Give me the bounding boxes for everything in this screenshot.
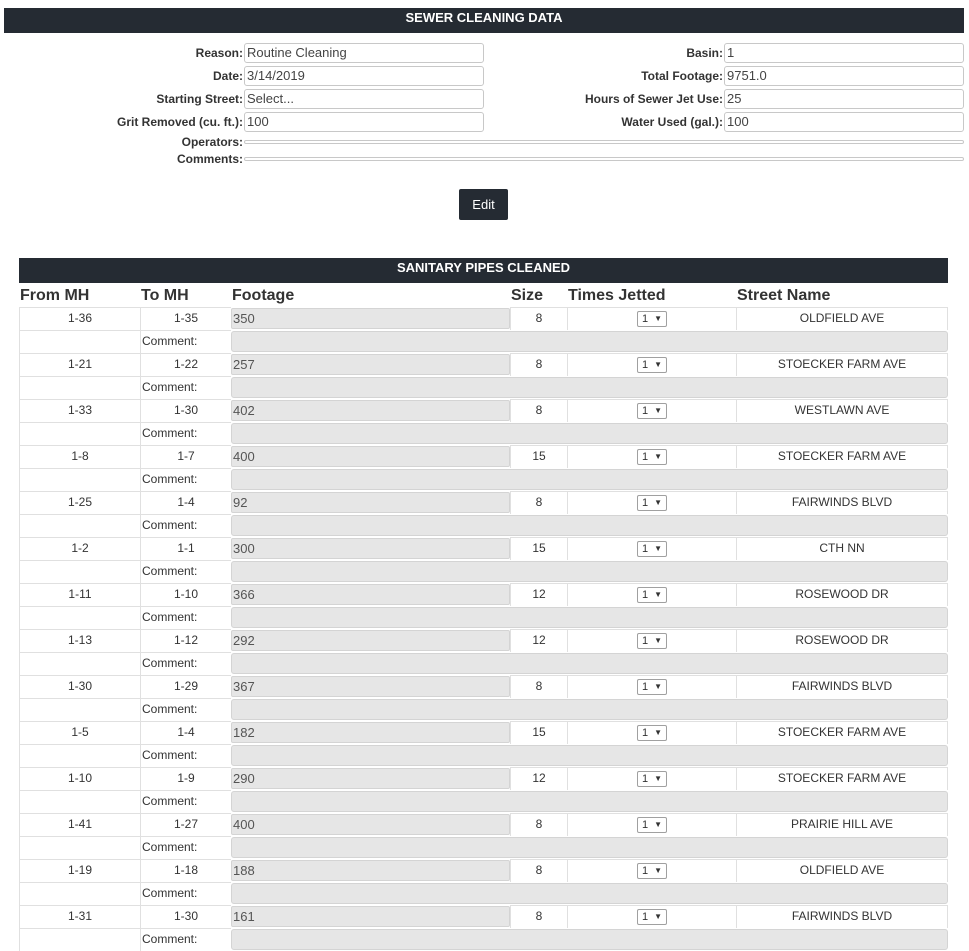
street-name-cell: CTH NN [736, 537, 948, 560]
water-used-label: Water Used (gal.): [621, 115, 723, 129]
street-name-cell: OLDFIELD AVE [736, 307, 948, 330]
size-cell: 15 [510, 537, 567, 560]
comment-label: Comment: [140, 468, 231, 491]
from-mh-cell: 1-25 [19, 491, 140, 514]
comment-label: Comment: [140, 652, 231, 675]
comment-spacer [19, 468, 140, 491]
sewer-jet-hours-label: Hours of Sewer Jet Use: [584, 92, 723, 106]
date-label: Date: [212, 69, 243, 83]
times-jetted-cell [567, 399, 736, 422]
times-jetted-cell [567, 629, 736, 652]
times-jetted-cell [567, 307, 736, 330]
pipe-comment-row [19, 744, 948, 767]
comment-spacer [19, 882, 140, 905]
comment-spacer [19, 514, 140, 537]
comment-label: Comment: [140, 928, 231, 951]
to-mh-cell: 1-9 [140, 767, 231, 790]
comment-spacer [19, 330, 140, 353]
times-jetted-cell [567, 537, 736, 560]
comment-field[interactable] [231, 515, 948, 536]
times-jetted-value: 1 [642, 588, 649, 601]
chevron-down-icon: ▼ [654, 543, 662, 553]
to-mh-cell: 1-12 [140, 629, 231, 652]
comment-field[interactable] [231, 837, 948, 858]
street-name-cell: STOECKER FARM AVE [736, 767, 948, 790]
size-cell: 8 [510, 491, 567, 514]
street-name-cell: WESTLAWN AVE [736, 399, 948, 422]
footage-field[interactable]: 366 [231, 584, 510, 605]
size-cell: 8 [510, 307, 567, 330]
water-used-field[interactable]: 100 [724, 112, 964, 132]
footage-field[interactable]: 161 [231, 906, 510, 927]
times-jetted-value: 1 [642, 910, 649, 923]
col-street-name: Street Name [737, 287, 831, 304]
footage-field[interactable]: 292 [231, 630, 510, 651]
sewer-cleaning-header: SEWER CLEANING DATA [4, 8, 964, 33]
times-jetted-value: 1 [642, 404, 649, 417]
times-jetted-value: 1 [642, 496, 649, 509]
footage-field[interactable]: 367 [231, 676, 510, 697]
pipe-comment-row [19, 560, 948, 583]
footage-field[interactable]: 400 [231, 446, 510, 467]
footage-field[interactable]: 257 [231, 354, 510, 375]
footage-field[interactable]: 92 [231, 492, 510, 513]
comment-spacer [19, 928, 140, 951]
to-mh-cell: 1-4 [140, 491, 231, 514]
times-jetted-select[interactable] [637, 587, 667, 603]
from-mh-cell: 1-30 [19, 675, 140, 698]
comment-label: Comment: [140, 882, 231, 905]
pipe-comment-row [19, 928, 948, 951]
comment-spacer [19, 606, 140, 629]
total-footage-field[interactable]: 9751.0 [724, 66, 964, 86]
comment-field[interactable] [231, 331, 948, 352]
pipe-comment-row [19, 376, 948, 399]
total-footage-label: Total Footage: [641, 69, 723, 83]
times-jetted-select[interactable] [637, 541, 667, 557]
street-name-cell: FAIRWINDS BLVD [736, 491, 948, 514]
times-jetted-value: 1 [642, 634, 649, 647]
comment-field[interactable] [231, 561, 948, 582]
pipe-comment-row [19, 698, 948, 721]
comment-field[interactable] [231, 699, 948, 720]
street-name-cell: STOECKER FARM AVE [736, 353, 948, 376]
comment-label: Comment: [140, 330, 231, 353]
from-mh-cell: 1-2 [19, 537, 140, 560]
starting-street-label: Starting Street: [156, 92, 243, 106]
times-jetted-value: 1 [642, 358, 649, 371]
pipe-row [19, 813, 948, 836]
comment-field[interactable] [231, 423, 948, 444]
footage-field[interactable]: 182 [231, 722, 510, 743]
times-jetted-select[interactable] [637, 633, 667, 649]
comment-field[interactable] [231, 791, 948, 812]
times-jetted-cell [567, 767, 736, 790]
footage-field[interactable]: 402 [231, 400, 510, 421]
chevron-down-icon: ▼ [654, 727, 662, 737]
col-to-mh: To MH [141, 287, 189, 304]
pipe-row [19, 445, 948, 468]
pipe-row [19, 353, 948, 376]
comment-label: Comment: [140, 606, 231, 629]
from-mh-cell: 1-19 [19, 859, 140, 882]
comment-spacer [19, 560, 140, 583]
chevron-down-icon: ▼ [654, 681, 662, 691]
col-times-jetted: Times Jetted [568, 287, 666, 304]
chevron-down-icon: ▼ [654, 773, 662, 783]
to-mh-cell: 1-30 [140, 905, 231, 928]
size-cell: 8 [510, 859, 567, 882]
to-mh-cell: 1-10 [140, 583, 231, 606]
chevron-down-icon: ▼ [654, 359, 662, 369]
sewer-jet-hours-field[interactable]: 25 [724, 89, 964, 109]
comment-label: Comment: [140, 560, 231, 583]
chevron-down-icon: ▼ [654, 589, 662, 599]
edit-button[interactable]: Edit [459, 189, 508, 220]
chevron-down-icon: ▼ [654, 911, 662, 921]
size-cell: 15 [510, 445, 567, 468]
from-mh-cell: 1-10 [19, 767, 140, 790]
size-cell: 8 [510, 675, 567, 698]
times-jetted-value: 1 [642, 818, 649, 831]
comment-field[interactable] [231, 377, 948, 398]
comment-label: Comment: [140, 744, 231, 767]
footage-field[interactable]: 300 [231, 538, 510, 559]
times-jetted-cell [567, 859, 736, 882]
from-mh-cell: 1-33 [19, 399, 140, 422]
pipe-row [19, 491, 948, 514]
times-jetted-cell [567, 445, 736, 468]
size-cell: 12 [510, 767, 567, 790]
pipe-row [19, 399, 948, 422]
times-jetted-value: 1 [642, 864, 649, 877]
basin-label: Basin: [686, 46, 723, 60]
to-mh-cell: 1-30 [140, 399, 231, 422]
times-jetted-cell [567, 675, 736, 698]
comment-field[interactable] [231, 745, 948, 766]
street-name-cell: FAIRWINDS BLVD [736, 675, 948, 698]
from-mh-cell: 1-41 [19, 813, 140, 836]
pipe-comment-row [19, 882, 948, 905]
times-jetted-value: 1 [642, 450, 649, 463]
basin-field[interactable]: 1 [724, 43, 964, 63]
from-mh-cell: 1-11 [19, 583, 140, 606]
times-jetted-select[interactable] [637, 863, 667, 879]
comments-label: Comments: [176, 152, 243, 166]
times-jetted-cell [567, 813, 736, 836]
pipe-comment-row [19, 468, 948, 491]
size-cell: 12 [510, 629, 567, 652]
times-jetted-cell [567, 583, 736, 606]
to-mh-cell: 1-18 [140, 859, 231, 882]
times-jetted-cell [567, 721, 736, 744]
comment-field[interactable] [231, 653, 948, 674]
street-name-cell: STOECKER FARM AVE [736, 721, 948, 744]
pipe-comment-row [19, 422, 948, 445]
comment-spacer [19, 836, 140, 859]
street-name-cell: FAIRWINDS BLVD [736, 905, 948, 928]
from-mh-cell: 1-5 [19, 721, 140, 744]
to-mh-cell: 1-29 [140, 675, 231, 698]
comment-spacer [19, 744, 140, 767]
pipe-row [19, 537, 948, 560]
comment-spacer [19, 422, 140, 445]
times-jetted-value: 1 [642, 680, 649, 693]
street-name-cell: ROSEWOOD DR [736, 629, 948, 652]
times-jetted-select[interactable] [637, 679, 667, 695]
comments-field[interactable] [244, 157, 964, 161]
times-jetted-select[interactable] [637, 357, 667, 373]
comment-spacer [19, 698, 140, 721]
col-footage: Footage [232, 287, 295, 304]
street-name-cell: OLDFIELD AVE [736, 859, 948, 882]
to-mh-cell: 1-22 [140, 353, 231, 376]
from-mh-cell: 1-31 [19, 905, 140, 928]
to-mh-cell: 1-35 [140, 307, 231, 330]
grit-removed-field[interactable]: 100 [244, 112, 484, 132]
col-size: Size [511, 287, 544, 304]
comment-field[interactable] [231, 929, 948, 950]
footage-field[interactable]: 290 [231, 768, 510, 789]
size-cell: 8 [510, 813, 567, 836]
footage-field[interactable]: 400 [231, 814, 510, 835]
chevron-down-icon: ▼ [654, 865, 662, 875]
times-jetted-value: 1 [642, 772, 649, 785]
footage-field[interactable]: 350 [231, 308, 510, 329]
comment-label: Comment: [140, 698, 231, 721]
pipe-row [19, 767, 948, 790]
size-cell: 12 [510, 583, 567, 606]
street-name-cell: ROSEWOOD DR [736, 583, 948, 606]
times-jetted-select[interactable] [637, 817, 667, 833]
operators-label: Operators: [181, 135, 243, 149]
operators-field[interactable] [244, 140, 964, 144]
pipe-comment-row [19, 514, 948, 537]
chevron-down-icon: ▼ [654, 405, 662, 415]
comment-label: Comment: [140, 376, 231, 399]
chevron-down-icon: ▼ [654, 313, 662, 323]
starting-street-select[interactable]: Select... [244, 89, 484, 109]
times-jetted-select[interactable] [637, 495, 667, 511]
pipe-row [19, 629, 948, 652]
from-mh-cell: 1-36 [19, 307, 140, 330]
date-field[interactable]: 3/14/2019 [244, 66, 484, 86]
comment-spacer [19, 790, 140, 813]
footage-field[interactable]: 188 [231, 860, 510, 881]
chevron-down-icon: ▼ [654, 497, 662, 507]
comment-spacer [19, 652, 140, 675]
pipe-row [19, 905, 948, 928]
from-mh-cell: 1-21 [19, 353, 140, 376]
times-jetted-select[interactable] [637, 311, 667, 327]
chevron-down-icon: ▼ [654, 819, 662, 829]
size-cell: 15 [510, 721, 567, 744]
to-mh-cell: 1-27 [140, 813, 231, 836]
times-jetted-select[interactable] [637, 403, 667, 419]
col-from-mh: From MH [20, 287, 90, 304]
street-name-cell: STOECKER FARM AVE [736, 445, 948, 468]
comment-label: Comment: [140, 790, 231, 813]
pipe-row [19, 583, 948, 606]
size-cell: 8 [510, 399, 567, 422]
pipe-row [19, 859, 948, 882]
comment-label: Comment: [140, 422, 231, 445]
comment-field[interactable] [231, 883, 948, 904]
size-cell: 8 [510, 353, 567, 376]
reason-field[interactable]: Routine Cleaning [244, 43, 484, 63]
pipes-table-body [19, 307, 948, 951]
to-mh-cell: 1-1 [140, 537, 231, 560]
times-jetted-select[interactable] [637, 909, 667, 925]
chevron-down-icon: ▼ [654, 451, 662, 461]
times-jetted-cell [567, 491, 736, 514]
comment-spacer [19, 376, 140, 399]
pipe-comment-row [19, 790, 948, 813]
comment-label: Comment: [140, 836, 231, 859]
times-jetted-select[interactable] [637, 449, 667, 465]
pipe-comment-row [19, 652, 948, 675]
pipe-row [19, 307, 948, 330]
from-mh-cell: 1-13 [19, 629, 140, 652]
grit-removed-label: Grit Removed (cu. ft.): [116, 115, 243, 129]
times-jetted-cell [567, 905, 736, 928]
pipe-comment-row [19, 836, 948, 859]
times-jetted-cell [567, 353, 736, 376]
street-name-cell: PRAIRIE HILL AVE [736, 813, 948, 836]
size-cell: 8 [510, 905, 567, 928]
reason-label: Reason: [195, 46, 243, 60]
times-jetted-value: 1 [642, 312, 649, 325]
times-jetted-value: 1 [642, 542, 649, 555]
pipe-row [19, 721, 948, 744]
pipe-comment-row [19, 330, 948, 353]
pipe-comment-row [19, 606, 948, 629]
pipe-row [19, 675, 948, 698]
to-mh-cell: 1-4 [140, 721, 231, 744]
to-mh-cell: 1-7 [140, 445, 231, 468]
from-mh-cell: 1-8 [19, 445, 140, 468]
times-jetted-select[interactable] [637, 771, 667, 787]
comment-field[interactable] [231, 469, 948, 490]
chevron-down-icon: ▼ [654, 635, 662, 645]
times-jetted-value: 1 [642, 726, 649, 739]
sanitary-pipes-header: SANITARY PIPES CLEANED [19, 258, 948, 283]
comment-label: Comment: [140, 514, 231, 537]
comment-field[interactable] [231, 607, 948, 628]
times-jetted-select[interactable] [637, 725, 667, 741]
